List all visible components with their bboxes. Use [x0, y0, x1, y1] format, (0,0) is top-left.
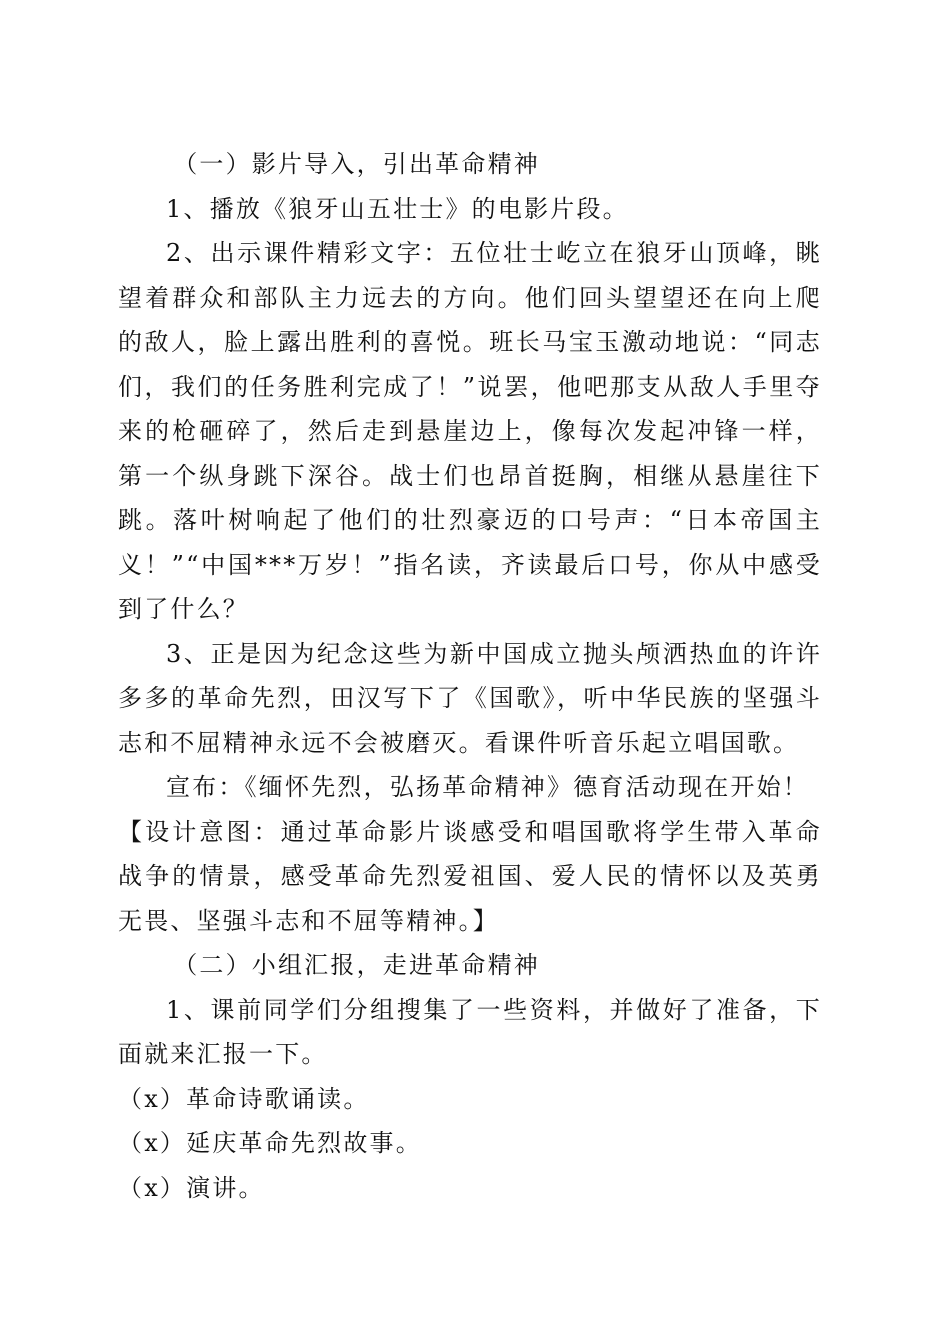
- paragraph: 1、播放《狼牙山五壮士》的电影片段。: [166, 194, 629, 223]
- paragraph: 3、正是因为纪念这些为新中国成立抛头颅洒热血的许许多多的革命先烈，田汉写下了《国歌》，听中华民族的坚强斗志和不屈精神永远不会被磨灭。看课件听音乐起立唱国歌。: [118, 639, 822, 757]
- paragraph: 2、出示课件精彩文字：五位壮士屹立在狼牙山顶峰，眺望着群众和部队主力远去的方向。他们回头望望还在向上爬的敌人，脸上露出胜利的喜悦。班长马宝玉激动地说：“同志们，我们的任务胜利完成了！”说罢，他吧那支从敌人手里夺来的枪砸碎了，然后走到悬崖边上，像每次发起冲锋一样，第一个纵身跳下深谷。战士们也昂首挺胸，相继从悬崖往下跳。落叶树响起了他们的壮烈豪迈的口号声：“日本帝国主义！”“中国***万岁！”指名读，齐读最后口号，你从中感受到了什么？: [118, 239, 822, 623]
- document-body: [118, 142, 822, 1210]
- list-item: （x）延庆革命先烈故事。: [118, 1129, 422, 1157]
- design-intent-note: 【设计意图：通过革命影片谈感受和唱国歌将学生带入革命战争的情景，感受革命先烈爱祖国、爱人民的情怀以及英勇无畏、坚强斗志和不屈等精神。】: [118, 817, 822, 935]
- paragraph: 1、课前同学们分组搜集了一些资料，并做好了准备，下面就来汇报一下。: [118, 995, 822, 1068]
- announcement: 宣布：《缅怀先烈，弘扬革命精神》德育活动现在开始！: [166, 773, 809, 801]
- list-item: （x）革命诗歌诵读。: [118, 1084, 370, 1113]
- list-item: （x）演讲。: [118, 1173, 265, 1202]
- section-heading: （一）影片导入，引出革命精神: [173, 150, 540, 178]
- section-heading: （二）小组汇报，走进革命精神: [173, 951, 540, 979]
